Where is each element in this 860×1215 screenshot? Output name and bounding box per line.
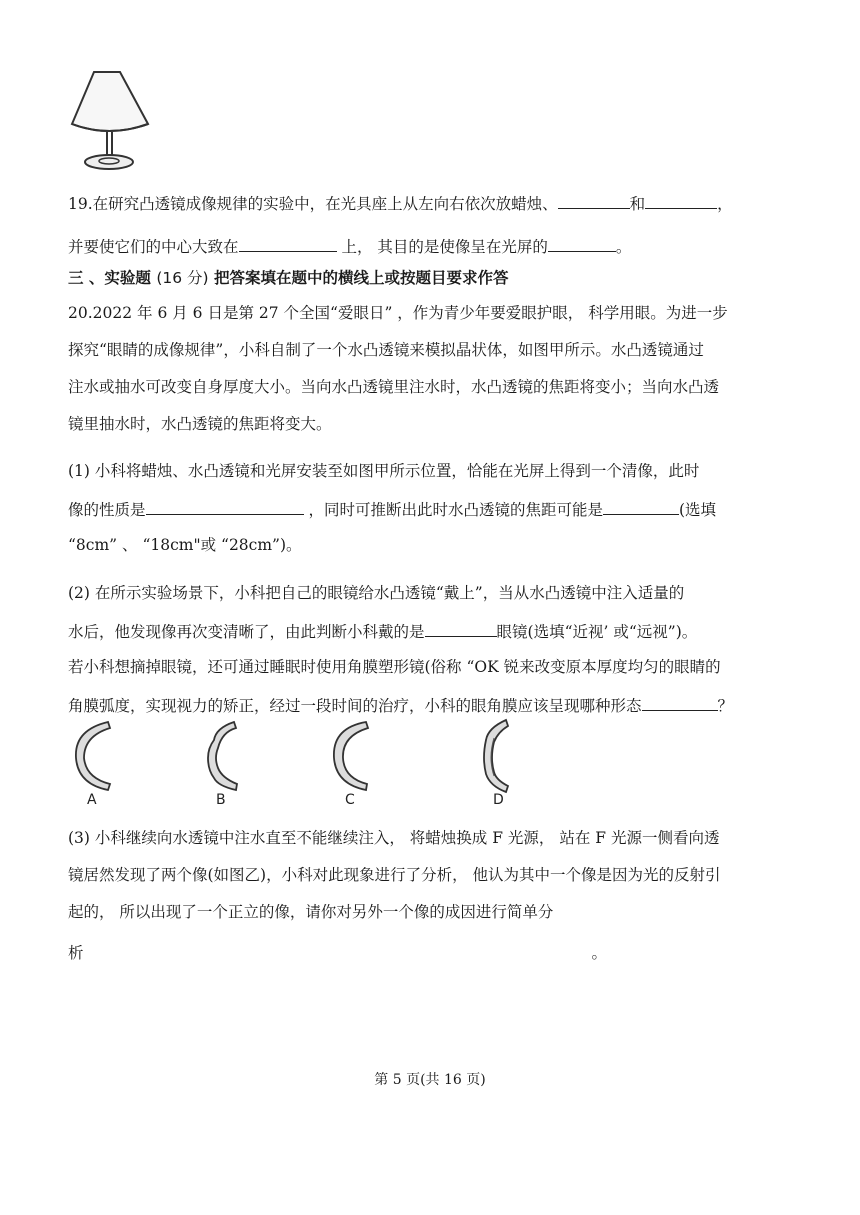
- section-score: (16 分): [156, 269, 209, 287]
- q19-blank-4[interactable]: [548, 235, 616, 252]
- q19-text: 上， 其目的是使像呈在光屏的: [336, 238, 548, 256]
- q20-blank-focal-length[interactable]: [603, 498, 679, 515]
- section-instruction: 把答案填在题中的横线上或按题目要求作答: [213, 269, 509, 287]
- q20-intro-line: 20.2022 年 6 月 6 日是第 27 个全国“爱眼日” ，作为青少年要爱眼护眼， 科学用眼。为进一步: [68, 304, 728, 322]
- option-label: A: [87, 792, 97, 808]
- q20-blank-image-nature[interactable]: [146, 498, 304, 515]
- section-title: 三 、实验题: [68, 269, 151, 287]
- option-label: B: [216, 792, 226, 808]
- q20-intro-line: 探究“眼睛的成像规律”，小科自制了一个水凸透镜来模拟晶状体，如图甲所示。水凸透镜通过: [68, 341, 704, 359]
- q19-line-2: [68, 235, 631, 257]
- q19-line-1: [68, 192, 733, 214]
- cornea-option-a-icon[interactable]: [70, 718, 120, 794]
- q20-blank-glasses-type[interactable]: [425, 620, 497, 637]
- q20-blank-cornea-shape[interactable]: [642, 694, 718, 711]
- q19-text: 。: [615, 238, 632, 256]
- q19-blank-3[interactable]: [239, 235, 337, 252]
- q19-text: 和: [629, 195, 646, 213]
- q19-text: 并要使它们的中心大致在: [68, 238, 239, 256]
- q20-part1-line-1: (1) 小科将蜡烛、水凸透镜和光屏安装至如图甲所示位置，恰能在光屏上得到一个清像，此时: [68, 462, 700, 480]
- q20-part1-line-2: 像的性质是 ，同时可推断出此时水凸透镜的焦距可能是 (选填: [68, 498, 716, 520]
- cornea-options: [64, 718, 564, 818]
- q20-part2-line-3: 若小科想摘掉眼镜，还可通过睡眠时使用角膜塑形镜(俗称 “OK 锐来改变原本厚度均匀的眼睛的: [68, 658, 721, 676]
- page-footer: 第 5 页(共 16 页): [374, 1072, 486, 1088]
- q19-text: 19.在研究凸透镜成像规律的实验中，在光具座上从左向右依次放蜡烛、: [68, 195, 558, 213]
- q20-part3-line-4: 析 。: [68, 941, 607, 963]
- option-label: D: [493, 792, 504, 808]
- q20-part2-line-4: 角膜弧度，实现视力的矫正，经过一段时间的治疗，小科的眼角膜应该呈现哪种形态 ？: [68, 694, 733, 716]
- q20-part1-line-3: “8cm” 、 “18cm"或 “28cm”)。: [68, 536, 302, 554]
- q20-part3-line-2: 镜居然发现了两个像(如图乙)，小科对此现象进行了分析， 他认为其中一个像是因为光的反射引: [68, 866, 721, 884]
- q20-intro-line: 镜里抽水时，水凸透镜的焦距将变大。: [68, 415, 332, 433]
- q19-text: ，: [717, 195, 733, 213]
- q19-blank-1[interactable]: [558, 192, 630, 209]
- q20-intro-line: 注水或抽水可改变自身厚度大小。当向水凸透镜里注水时，水凸透镜的焦距将变小；当向水凸透: [68, 378, 720, 396]
- option-label: C: [345, 792, 355, 808]
- section-heading: [68, 268, 508, 288]
- q20-part2-line-2: 水后，他发现像再次变清晰了，由此判断小科戴的是 眼镜(选填“近视’ 或“远视”)。: [68, 620, 697, 642]
- lamp-illustration: [68, 68, 158, 174]
- q20-blank-reason[interactable]: [84, 941, 592, 958]
- q20-part3-line-1: (3) 小科继续向水透镜中注水直至不能继续注入， 将蜡烛换成 F 光源， 站在 F 光源一侧看向透: [68, 829, 720, 847]
- cornea-option-b-icon[interactable]: [198, 718, 248, 794]
- q19-blank-2[interactable]: [645, 192, 717, 209]
- q20-part2-line-1: (2) 在所示实验场景下，小科把自己的眼镜给水凸透镜“戴上”，当从水凸透镜中注入适量的: [68, 584, 685, 602]
- q20-part3-line-3: 起的， 所以出现了一个正立的像，请你对另外一个像的成因进行简单分: [68, 903, 554, 921]
- cornea-option-c-icon[interactable]: [326, 718, 376, 794]
- cornea-option-d-icon[interactable]: [474, 718, 524, 794]
